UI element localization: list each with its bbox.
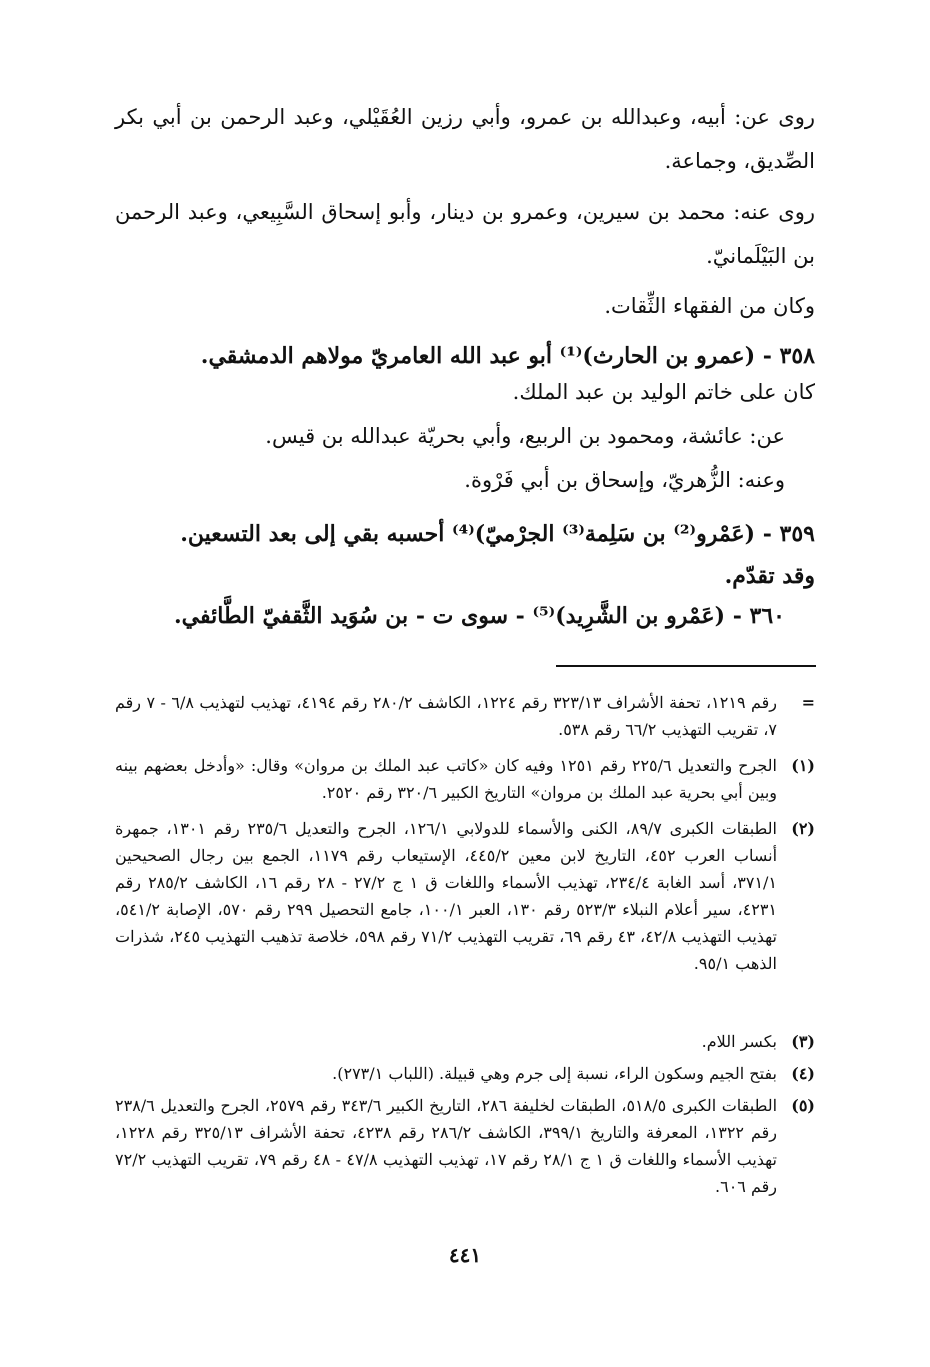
footnote-4 [115,1060,815,1087]
page-number: ٤٤١ [448,1243,482,1267]
paragraph-jurists: وكان من الفقهاء الثِّقات. [604,294,815,318]
entry-359-heading: ٣٥٩ - (عَمْرو⁽²⁾ بن سَلِمة⁽³⁾ الجرْميّ)⁽⁴⁾ أحسبه بقي إلى بعد التسعين. [180,521,815,547]
footnote-text: الطبقات الكبرى ٨٩/٧، الكنى والأسماء للدولابي ١٢٦/١، الجرح والتعديل ٢٣٥/٦ رقم ١٣٠١، جمهرة أنساب العرب ٤٥٢، التاريخ لابن معين ٤٤٥/٢، الإستيعاب رقم ١١٧٩، الجمع بين رجال الصحيحين ٣٧١/١، أسد الغابة ٢٣٤/٤، تهذيب الأسماء واللغات ق ١ ج ٢٧/٢ - ٢٨ رقم ١٦، الكاشف ٢٨٥/٢ رقم ٤٢٣١، سير أعلام النبلاء ٥٢٣/٣ رقم ١٣٠، العبر ١٠٠/١، جامع التحصيل ٢٩٩ رقم ٥٧٠، الإصابة ٥٤١/٢، تهذيب التهذيب ٤٢/٨، ٤٣ رقم ٦٩، تقريب التهذيب ٧١/٢ رقم ٥٩٨، خلاصة تذهيب التهذيب ٢٤٥، شذرات الذهب ٩٥/١. [115,819,778,973]
footnote-mark: (٥) [791,1096,815,1115]
footnote-text: رقم ١٢١٩، تحفة الأشراف ٣٢٣/١٣ رقم ١٢٢٤، الكاشف ٢٨٠/٢ رقم ٤١٩٤، تهذيب لتهذيب ٦/٨ - ٧ رقم ٧، تقريب التهذيب ٦٦/٢ رقم ٥٣٨. [115,693,778,739]
footnote-text: الطبقات الكبرى ٥١٨/٥، الطبقات لخليفة ٢٨٦، التاريخ الكبير ٣٤٣/٦ رقم ٢٥٧٩، الجرح والتعديل ٢٣٨/٦ رقم ١٣٢٢، المعرفة والتاريخ ٣٩٩/١، الكاشف ٢٨٦/٢ رقم ٤٢٣٨، تحفة الأشراف ٣٢٥/١٣ رقم ١٢٢٨، تهذيب الأسماء واللغات ق ١ ج ٢٨/١ رقم ١٧، تهذيب التهذيب ٤٧/٨ - ٤٨ رقم ٧٩، تقريب التهذيب ٧٢/٢ رقم ٦٠٦. [115,1096,778,1196]
footnote-mark: (٤) [791,1064,815,1083]
footnote-continued [115,689,815,743]
footnote-mark: (٣) [791,1032,815,1051]
footnote-text: الجرح والتعديل ٢٢٥/٦ رقم ١٢٥١ وفيه كان «كاتب عبد الملك بن مروان» وقال: «وأدخل بعضهم بينه وبين أبي بحرية عبد الملك بن مروان» التاريخ الكبير ٣٢٠/٦ رقم ٢٥٢٠. [115,756,777,802]
footnote-5 [115,1092,815,1200]
footnote-mark: (٢) [791,819,815,838]
entry-360-heading: ٣٦٠ - (عَمْرو بن الشَّرِيد)⁽⁵⁾ - سوى ت - بن سُوَيد الثَّقفيّ الطَّائفي. [174,603,785,629]
entry-359-line-1: وقد تقدّم. [724,563,815,589]
paragraph-narrated-from: روى عن: أبيه، وعبدالله بن عمرو، وأبي رزين العُقَيْلي، وعبد الرحمن بن أبي بكر الصِّديق، وجماعة. [115,105,815,173]
entry-358-heading: ٣٥٨ - (عمرو بن الحارث)⁽¹⁾ أبو عبد الله العامريّ مولاهم الدمشقي. [200,343,815,369]
entry-358-line-2: عن: عائشة، ومحمود بن الربيع، وأبي بحريّة عبدالله بن قيس. [265,424,785,448]
footnote-separator [556,665,816,667]
footnote-text: بفتح الجيم وسكون الراء، نسبة إلى جرم وهي قبيلة. (اللباب ٢٧٣/١). [332,1064,777,1083]
entry-358-line-1: كان على خاتم الوليد بن عبد الملك. [512,380,815,404]
footnote-mark: = [801,693,815,712]
footnote-mark: (١) [791,756,815,775]
footnote-text: بكسر اللام. [701,1032,777,1051]
footnote-2 [115,815,815,977]
footnote-3 [115,1028,815,1055]
entry-358-line-3: وعنه: الزُّهريّ، وإسحاق بن أبي فَرْوة. [464,468,785,492]
paragraph-narrated-by: روى عنه: محمد بن سيرين، وعمرو بن دينار، وأبو إسحاق السَّبِيعي، وعبد الرحمن بن البَيْلَمانيّ. [115,200,815,268]
footnote-1 [115,752,815,806]
